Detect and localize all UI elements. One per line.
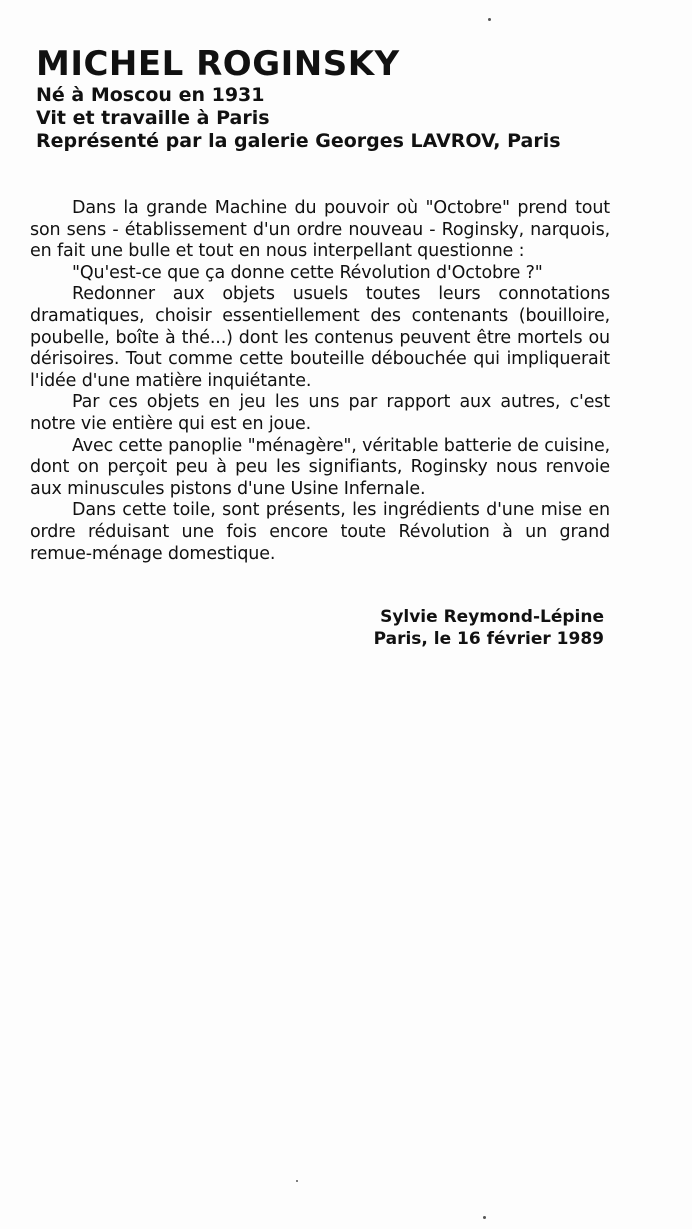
artist-header [36,44,656,153]
essay-paragraph: Dans la grande Machine du pouvoir où "Octobre" prend tout son sens - établissement d'un ordre nouveau - Roginsky, narquois, en fait une bulle et tout en nous interpellant questionne : [30,198,610,262]
essay-paragraph: Dans cette toile, sont présents, les ingrédients d'une mise en ordre réduisant une fois encore toute Révolution à un grand remue-ménage domestique. [30,500,610,564]
paper-speck [296,1180,298,1182]
paper-speck [483,1216,486,1219]
essay-paragraph: Redonner aux objets usuels toutes leurs connotations dramatiques, choisir essentiellement des contenants (bouilloire, poubelle, boîte à thé...) dont les contenus peuvent être mortels ou dérisoires. Tout comme cette bouteille débouchée qui impliquerait l'idée d'une matière inquiétante. [30,284,610,391]
birth-line: Né à Moscou en 1931 [36,84,265,106]
essay-paragraph: "Qu'est-ce que ça donne cette Révolution d'Octobre ?" [72,262,543,283]
artist-name: MICHEL ROGINSKY [36,44,400,84]
gallery-line: Représenté par la galerie Georges LAVROV, Paris [36,130,561,152]
essay-text [30,198,610,565]
essay-paragraph: Par ces objets en jeu les uns par rapport aux autres, c'est notre vie entière qui est en joue. [30,392,610,434]
place-date: Paris, le 16 février 1989 [373,629,604,649]
author-name: Sylvie Reymond-Lépine [380,607,604,627]
signature-block [300,606,604,650]
paper-speck [488,18,491,21]
essay-paragraph: Avec cette panoplie "ménagère", véritable batterie de cuisine, dont on perçoit peu à peu les signifiants, Roginsky nous renvoie aux minuscules pistons d'une Usine Infernale. [30,435,610,499]
residence-line: Vit et travaille à Paris [36,107,270,129]
